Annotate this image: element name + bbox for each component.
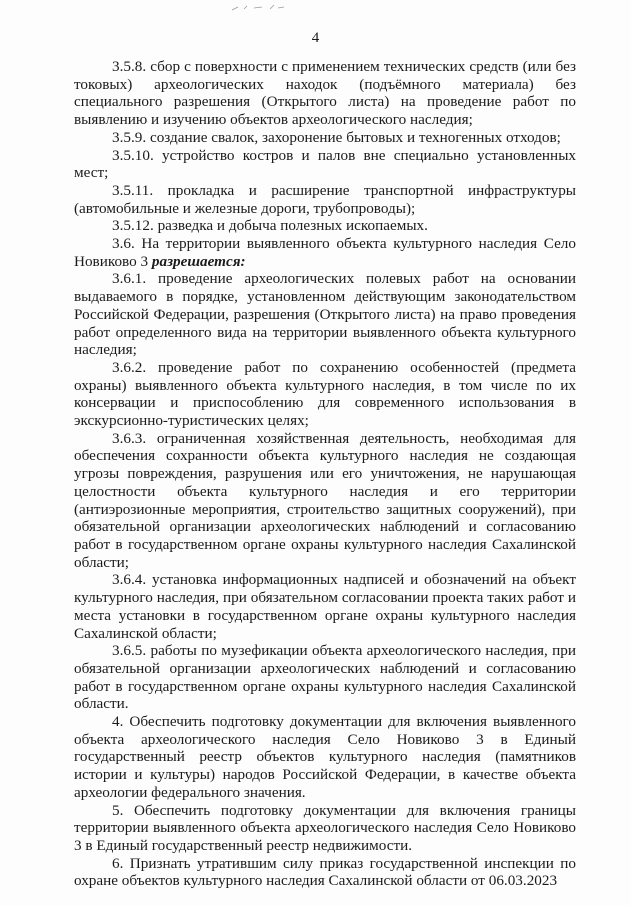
paragraph-3-6-text: 3.6. На территории выявленного объекта культурного наследия Село Новиково 3 <box>74 235 576 270</box>
paragraph-3-6-emphasis: разрешается: <box>151 252 246 270</box>
paragraph-5: 5. Обеспечить подготовку документации для включения границы территории выявленного объекта археологического наследия Село Новиково 3 в Единый государственный реестр недвижимости. <box>74 801 576 854</box>
paragraph-6: 6. Признать утратившим силу приказ государственной инспекции по охране объектов культурного наследия Сахалинской области от 06.03.2023 <box>74 854 576 890</box>
scan-artifact-mark <box>228 2 288 14</box>
paragraph-3-5-11: 3.5.11. прокладка и расширение транспортной инфраструктуры (автомобильные и железные дороги, трубопроводы); <box>74 181 576 217</box>
paragraph-3-6-4: 3.6.4. установка информационных надписей и обозначений на объект культурного наследия, при обязательном согласовании проекта таких работ и места установки в государственном органе охраны культурного наследия Сахалинской области; <box>74 571 576 642</box>
paragraph-3-5-8: 3.5.8. сбор с поверхности с применением технических средств (или без токовых) археологических находок (подъёмного материала) без специального разрешения (Открытого листа) на проведение работ по выявлению и изучению объектов археологического наследия; <box>74 58 576 129</box>
paragraph-3-6-5: 3.6.5. работы по музефикации объекта археологического наследия, при обязательной организации археологических наблюдений и согласованию работ в государственном органе охраны культурного наследия Сахалинской области. <box>74 642 576 713</box>
paragraph-3-6-1: 3.6.1. проведение археологических полевых работ на основании выдаваемого в порядке, установленном действующим законодательством Российской Федерации, разрешения (Открытого листа) на право проведения работ определенного вида на территории выявленного объекта культурного наследия; <box>74 270 576 359</box>
page-number: 4 <box>311 30 320 46</box>
paragraph-3-6-3: 3.6.3. ограниченная хозяйственная деятельность, необходимая для обеспечения сохранности объекта культурного наследия не создающая угрозы повреждения, разрушения или его уничтожения, не нарушающая целостности объекта культурного наследия и его территории (антиэрозионные мероприятия, строительство защитных сооружений), при обязательной организации археологических наблюдений и согласованию работ в государственном органе охраны культурного наследия Сахалинской области; <box>74 429 576 571</box>
paragraph-3-5-9: 3.5.9. создание свалок, захоронение бытовых и техногенных отходов; <box>112 128 561 146</box>
paragraph-3-5-10: 3.5.10. устройство костров и палов вне специально установленных мест; <box>74 146 576 182</box>
paragraph-3-6-2: 3.6.2. проведение работ по сохранению особенностей (предмета охраны) выявленного объекта культурного наследия, в том числе по их консервации и приспособлению для современного использования в экскурсионно-туристических целях; <box>74 358 576 430</box>
paragraph-3-5-12: 3.5.12. разведка и добыча полезных ископаемых. <box>112 217 428 235</box>
paragraph-4: 4. Обеспечить подготовку документации для включения выявленного объекта археологического наследия Село Новиково 3 в Единый государственный реестр объектов культурного наследия (памятников истории и культуры) народов Российской Федерации, в качестве объекта археологии федерального значения. <box>74 713 576 801</box>
paragraph-3-6 <box>74 235 576 270</box>
document-body <box>74 58 576 890</box>
